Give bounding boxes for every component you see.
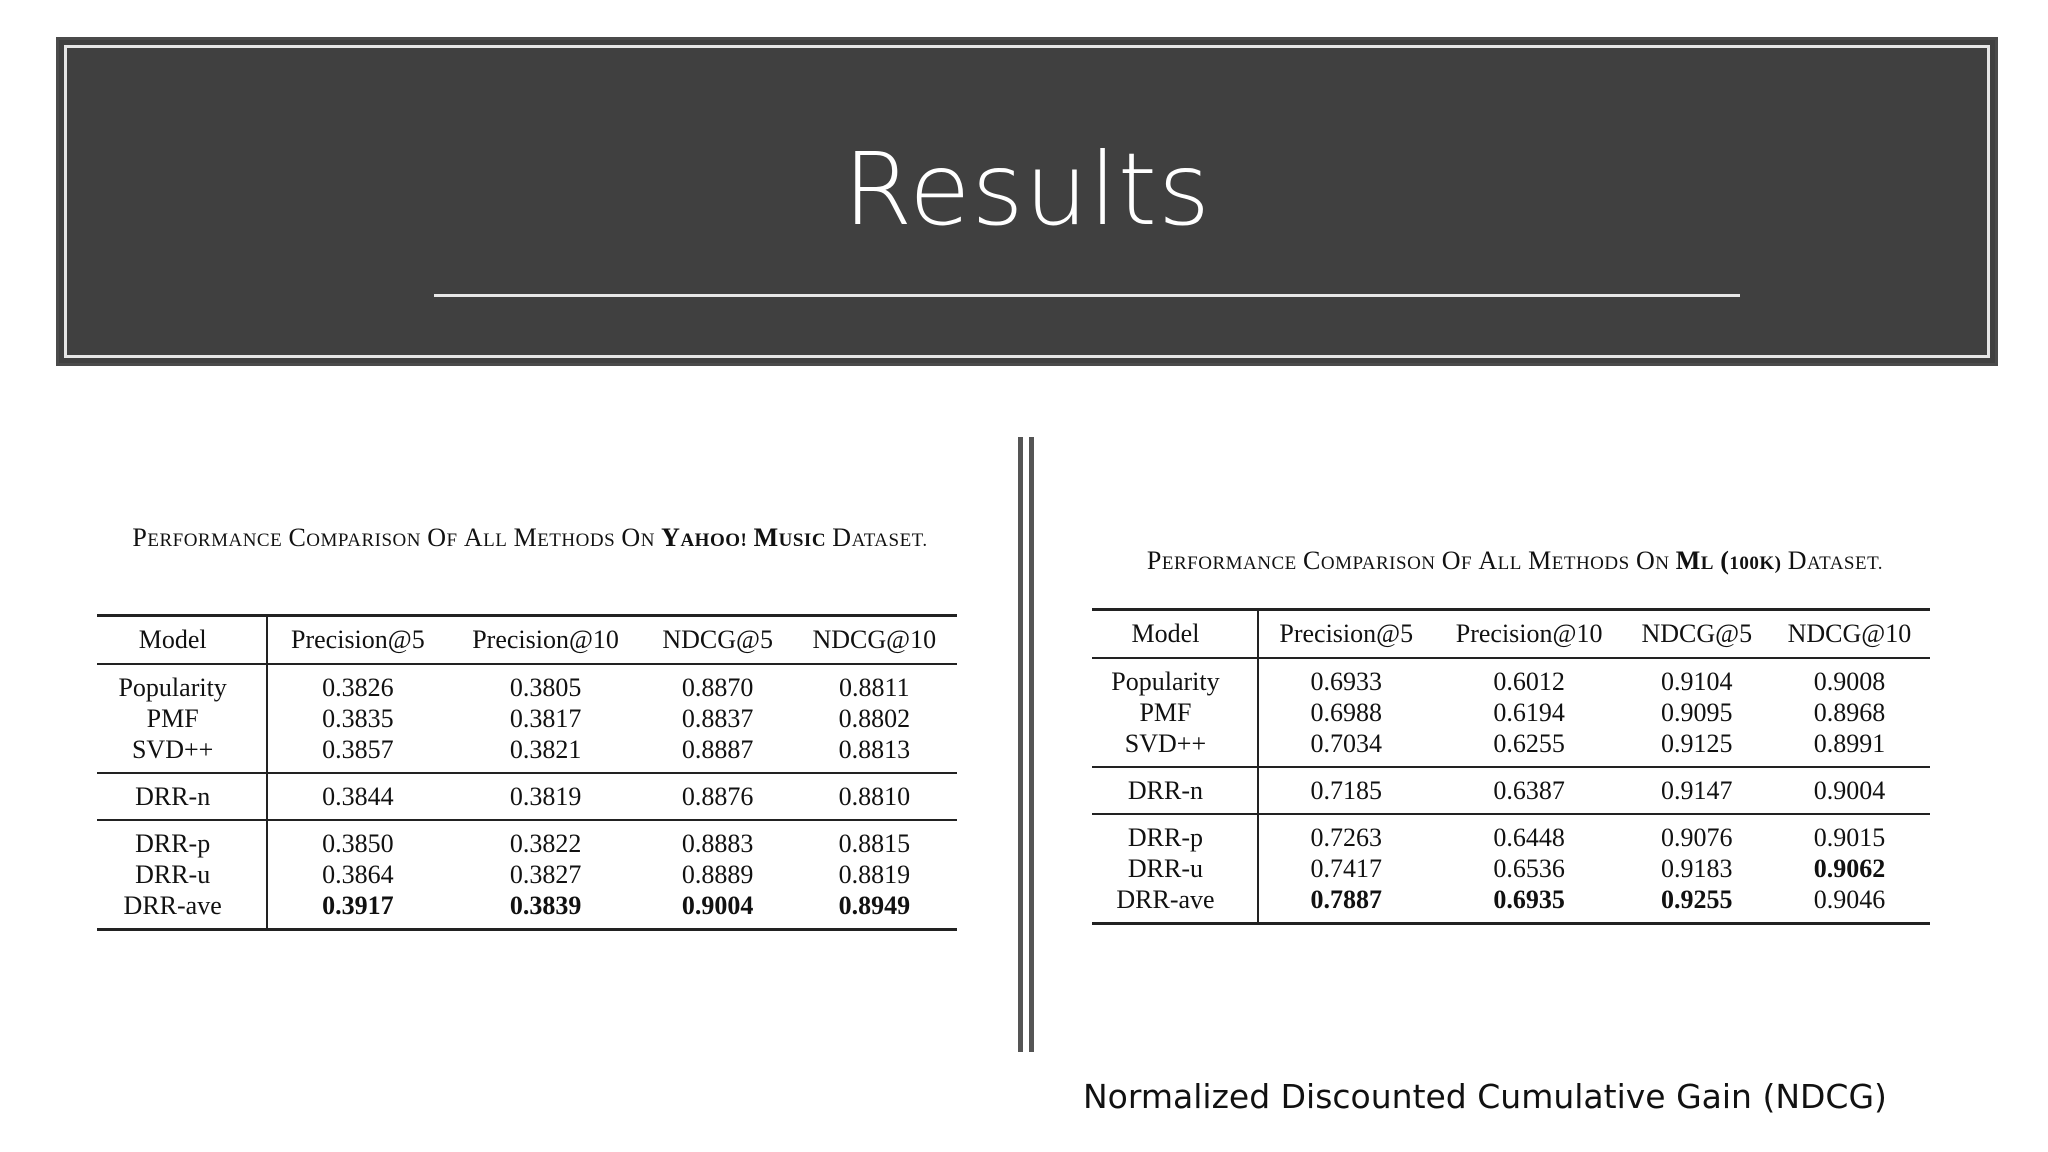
metric-value-cell: 0.3805 — [509, 673, 582, 702]
metric-value-cell: 0.7185 — [1310, 776, 1382, 805]
caption-text: PERFORMANCE COMPARISON OF ALL METHODS ON — [132, 523, 655, 552]
title-banner — [56, 37, 1998, 366]
metric-value-cell: 0.6935 — [1493, 885, 1565, 914]
model-name-cell: SVD++ — [97, 734, 267, 773]
metric-value-cell: 0.9004 — [681, 891, 754, 920]
metric-value-cell: 0.8837 — [681, 704, 754, 733]
ml100k-results-table — [1092, 608, 1930, 925]
model-name-cell: DRR-u — [97, 859, 267, 890]
metric-value-cell: 0.9008 — [1813, 667, 1886, 696]
table-row — [97, 703, 957, 734]
metric-value-cell: 0.9095 — [1661, 698, 1733, 727]
yahoo-table-caption — [100, 522, 960, 557]
metric-value-cell: 0.9147 — [1661, 776, 1733, 805]
model-name-cell: DRR-n — [97, 773, 267, 820]
column-header: NDCG@5 — [1641, 619, 1753, 648]
column-header: Precision@10 — [472, 625, 619, 654]
metric-value-cell: 0.6448 — [1493, 823, 1565, 852]
metric-value-cell: 0.9046 — [1813, 885, 1886, 914]
metric-value-cell: 0.9125 — [1661, 729, 1733, 758]
column-header: Model — [97, 616, 267, 665]
model-group — [97, 773, 957, 820]
table-row — [1092, 814, 1930, 853]
column-header: Precision@5 — [291, 625, 425, 654]
column-header: NDCG@10 — [812, 625, 937, 654]
metric-value-cell: 0.7417 — [1310, 854, 1382, 883]
model-name-cell: DRR-p — [1092, 814, 1258, 853]
metric-value-cell: 0.8811 — [839, 673, 910, 702]
column-header: NDCG@5 — [662, 625, 773, 654]
metric-value-cell: 0.9255 — [1661, 885, 1733, 914]
table-row — [97, 773, 957, 820]
table-row — [1092, 697, 1930, 728]
metric-value-cell: 0.3857 — [322, 735, 394, 764]
yahoo-music-results-table — [97, 614, 957, 931]
metric-value-cell: 0.8802 — [838, 704, 911, 733]
model-name-cell: PMF — [1092, 697, 1258, 728]
metric-value-cell: 0.6988 — [1310, 698, 1382, 727]
table-row — [97, 734, 957, 773]
metric-value-cell: 0.8876 — [681, 782, 754, 811]
metric-value-cell: 0.6387 — [1493, 776, 1565, 805]
metric-value-cell: 0.3839 — [509, 891, 582, 920]
metric-value-cell: 0.3844 — [322, 782, 394, 811]
metric-value-cell: 0.3821 — [509, 735, 582, 764]
model-name-cell: Popularity — [1092, 658, 1258, 697]
metric-value-cell: 0.8883 — [681, 829, 754, 858]
metric-value-cell: 0.3835 — [322, 704, 394, 733]
metric-value-cell: 0.7887 — [1310, 885, 1382, 914]
caption-dataset-name: ML (100K) — [1675, 546, 1782, 575]
table-header-row — [1092, 610, 1930, 659]
metric-value-cell: 0.3822 — [509, 829, 582, 858]
ml100k-table-caption — [1085, 545, 1945, 580]
metric-value-cell: 0.8949 — [838, 891, 911, 920]
table-row — [1092, 767, 1930, 814]
metric-value-cell: 0.9015 — [1813, 823, 1886, 852]
model-name-cell: Popularity — [97, 664, 267, 703]
metric-value-cell: 0.8819 — [838, 860, 911, 889]
model-name-cell: SVD++ — [1092, 728, 1258, 767]
table-header-row — [97, 616, 957, 665]
metric-value-cell: 0.7263 — [1310, 823, 1382, 852]
metric-value-cell: 0.9104 — [1661, 667, 1733, 696]
table-row — [1092, 853, 1930, 884]
caption-text: PERFORMANCE COMPARISON OF ALL METHODS ON — [1146, 546, 1670, 575]
column-header: Precision@10 — [1455, 619, 1603, 648]
metric-value-cell: 0.3826 — [322, 673, 394, 702]
metric-value-cell: 0.3827 — [509, 860, 582, 889]
metric-value-cell: 0.6255 — [1493, 729, 1565, 758]
metric-value-cell: 0.8813 — [838, 735, 911, 764]
table-row — [1092, 884, 1930, 924]
model-name-cell: DRR-u — [1092, 853, 1258, 884]
table-row — [97, 664, 957, 703]
metric-value-cell: 0.3850 — [322, 829, 394, 858]
metric-value-cell: 0.8887 — [681, 735, 754, 764]
table-row — [1092, 658, 1930, 697]
metric-value-cell: 0.3917 — [322, 891, 394, 920]
model-group — [97, 820, 957, 930]
model-name-cell: DRR-p — [97, 820, 267, 859]
metric-value-cell: 0.8815 — [838, 829, 911, 858]
model-group — [1092, 658, 1930, 767]
caption-dataset-name: YAHOO! MUSIC — [661, 523, 827, 552]
table-row — [97, 890, 957, 930]
metric-value-cell: 0.8810 — [838, 782, 911, 811]
metric-value-cell: 0.8870 — [681, 673, 754, 702]
metric-value-cell: 0.7034 — [1310, 729, 1382, 758]
vertical-divider-right-bar — [1029, 437, 1034, 1052]
metric-value-cell: 0.8991 — [1813, 729, 1886, 758]
table-row — [97, 820, 957, 859]
model-group — [1092, 814, 1930, 924]
table-row — [97, 859, 957, 890]
title-underline — [434, 294, 1740, 297]
slide-title: Results — [842, 131, 1212, 248]
metric-value-cell: 0.3817 — [509, 704, 582, 733]
metric-value-cell: 0.9004 — [1813, 776, 1886, 805]
model-name-cell: DRR-ave — [97, 890, 267, 930]
vertical-divider-left-bar — [1018, 437, 1023, 1052]
metric-value-cell: 0.9183 — [1661, 854, 1733, 883]
metric-value-cell: 0.6933 — [1310, 667, 1382, 696]
metric-value-cell: 0.8968 — [1813, 698, 1886, 727]
column-header: Precision@5 — [1279, 619, 1414, 648]
metric-value-cell: 0.3819 — [509, 782, 582, 811]
model-name-cell: DRR-n — [1092, 767, 1258, 814]
metric-value-cell: 0.6012 — [1493, 667, 1565, 696]
metric-value-cell: 0.8889 — [681, 860, 754, 889]
model-group — [97, 664, 957, 773]
model-name-cell: PMF — [97, 703, 267, 734]
model-group — [1092, 767, 1930, 814]
ndcg-footnote: Normalized Discounted Cumulative Gain (NDCG) — [1083, 1077, 1887, 1116]
column-header: NDCG@10 — [1787, 619, 1912, 648]
metric-value-cell: 0.6536 — [1493, 854, 1565, 883]
metric-value-cell: 0.6194 — [1493, 698, 1565, 727]
table-row — [1092, 728, 1930, 767]
metric-value-cell: 0.9076 — [1661, 823, 1733, 852]
column-header: Model — [1092, 610, 1258, 659]
metric-value-cell: 0.3864 — [322, 860, 394, 889]
model-name-cell: DRR-ave — [1092, 884, 1258, 924]
caption-text: DATASET. — [832, 523, 928, 552]
metric-value-cell: 0.9062 — [1813, 854, 1886, 883]
caption-text: DATASET. — [1787, 546, 1884, 575]
